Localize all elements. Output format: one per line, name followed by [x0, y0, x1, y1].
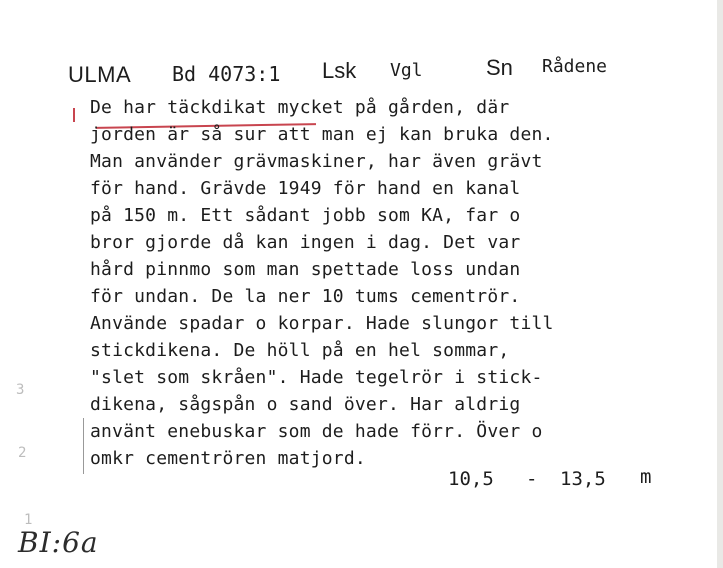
text-line: jorden är så sur att man ej kan bruka den.	[90, 124, 554, 145]
text-line: hård pinnmo som man spettade loss undan	[90, 259, 521, 280]
text-line: använt enebuskar som de hade förr. Över o	[90, 421, 543, 442]
depth-from: 10,5	[448, 468, 494, 490]
depth-to: 13,5	[560, 468, 606, 490]
text-line: "slet som skråen". Hade tegelrör i stick-	[90, 367, 543, 388]
district-label: Vgl	[390, 60, 423, 81]
reference-number: Bd 4073:1	[172, 62, 281, 86]
handwritten-catalog-mark: BI:6a	[18, 526, 99, 559]
text-line: Använde spadar o korpar. Hade slungor till	[90, 313, 554, 334]
text-line: dikena, sågspån o sand över. Har aldrig	[90, 394, 521, 415]
text-line: för undan. De la ner 10 tums cementrör.	[90, 286, 521, 307]
province-label: Lsk	[322, 58, 357, 83]
parish-name: Rådene	[542, 56, 608, 77]
margin-rule	[83, 418, 84, 474]
text-line: Man använder grävmaskiner, har även grävt	[90, 151, 543, 172]
text-line: De har täckdikat mycket på gården, där	[90, 97, 510, 118]
depth-dash: -	[526, 468, 538, 490]
text-line: bror gjorde då kan ingen i dag. Det var	[90, 232, 521, 253]
margin-number-3: 3	[16, 382, 25, 398]
margin-number-1: 1	[24, 512, 33, 528]
card-header	[0, 52, 723, 92]
text-line: stickdikena. De höll på en hel sommar,	[90, 340, 510, 361]
text-line: omkr cementrören matjord.	[90, 448, 366, 469]
margin-number-2: 2	[18, 445, 27, 461]
archive-code: ULMA	[68, 62, 132, 87]
margin-tick-mark	[73, 108, 75, 122]
text-line: på 150 m. Ett sådant jobb som KA, far o	[90, 205, 521, 226]
depth-unit: m	[640, 466, 652, 488]
parish-prefix: Sn	[486, 55, 513, 80]
text-line: för hand. Grävde 1949 för hand en kanal	[90, 178, 521, 199]
